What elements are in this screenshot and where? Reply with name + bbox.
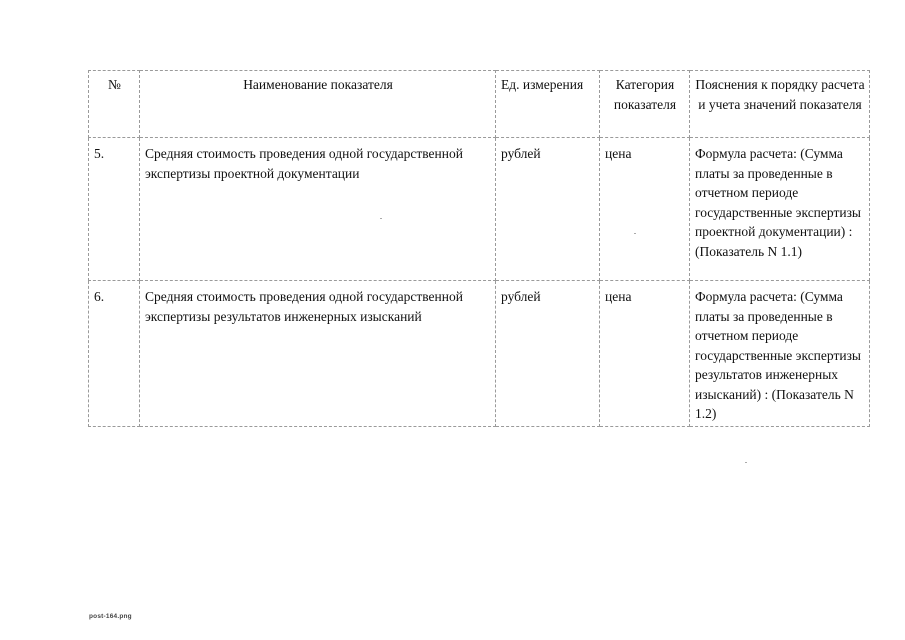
row-explanation: Формула расчета: (Сумма платы за проведенные в отчетном периоде государственные экспертизы проектной документации) : (Показатель N 1.1) — [690, 138, 870, 281]
row-unit: рублей — [496, 138, 600, 281]
row-number: 5. — [89, 138, 140, 281]
row-indicator-name: Средняя стоимость проведения одной государственной экспертизы результатов инженерных изысканий — [140, 281, 496, 427]
scan-speck — [380, 218, 382, 219]
row-category: цена — [600, 138, 690, 281]
header-unit: Ед. измерения — [496, 71, 600, 138]
table-row — [89, 281, 870, 427]
row-category: цена — [600, 281, 690, 427]
row-indicator-name: Средняя стоимость проведения одной государственной экспертизы проектной документации — [140, 138, 496, 281]
header-number: № — [89, 71, 140, 138]
footer-filename: post-164.png — [89, 613, 132, 620]
table-header-row — [89, 71, 870, 138]
header-indicator-name: Наименование показателя — [140, 71, 496, 138]
header-explanation: Пояснения к порядку расчета и учета значений показателя — [690, 71, 870, 138]
row-explanation: Формула расчета: (Сумма платы за проведенные в отчетном периоде государственные экспертизы результатов инженерных изысканий) : (Показатель N 1.2) — [690, 281, 870, 427]
scan-speck — [634, 233, 636, 234]
scan-speck — [745, 462, 747, 463]
table-row — [89, 138, 870, 281]
header-category: Категория показателя — [600, 71, 690, 138]
row-number: 6. — [89, 281, 140, 427]
row-unit: рублей — [496, 281, 600, 427]
indicators-table — [88, 70, 870, 427]
